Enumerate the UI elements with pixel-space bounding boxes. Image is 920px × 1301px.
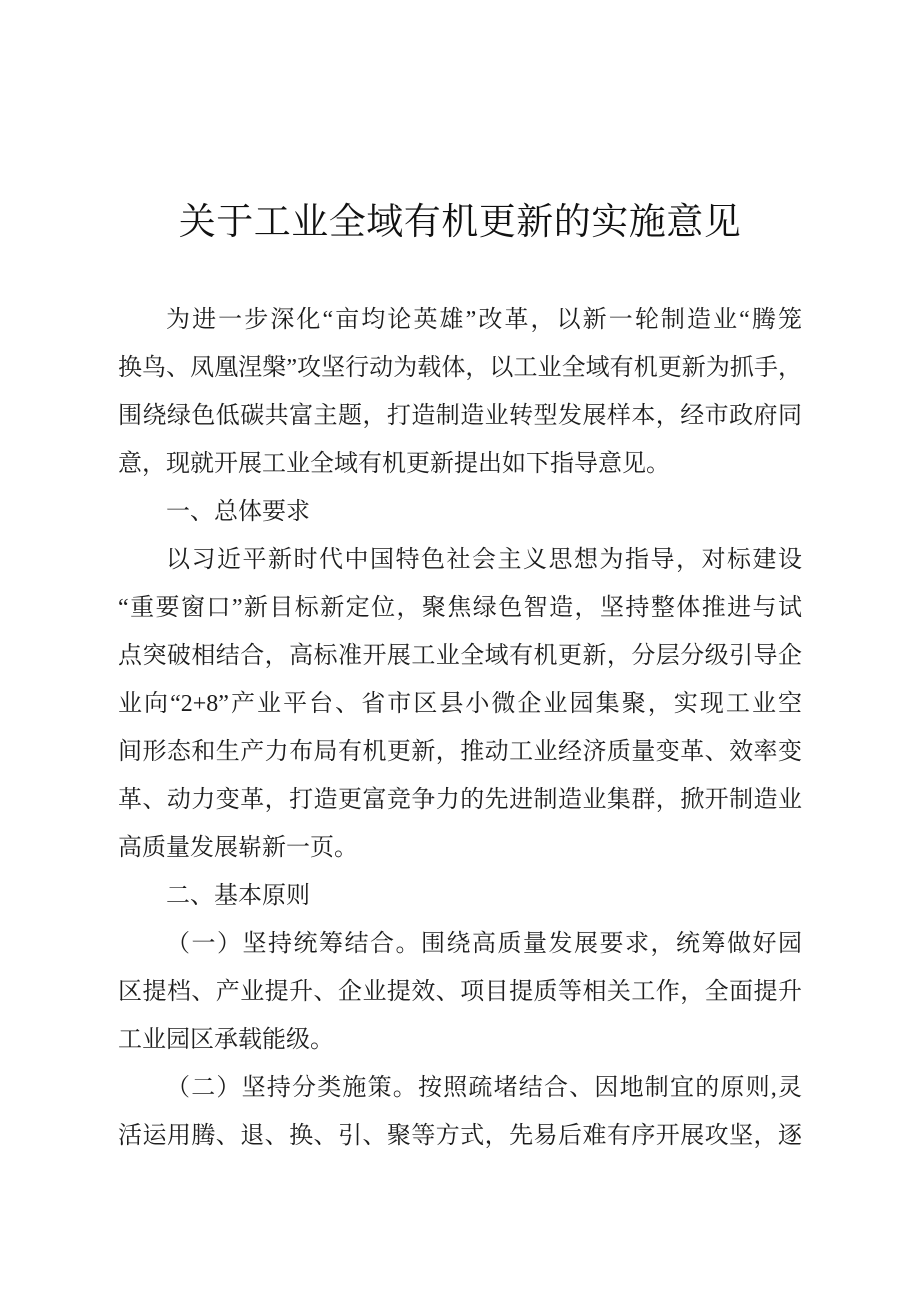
text-line: 以习近平新时代中国特色社会主义思想为指导，对标建设 [166,547,802,573]
text-line: 活运用腾、退、换、引、聚等方式，先易后难有序开展攻坚，逐 [118,1123,802,1149]
text-line: 意，现就开展工业全域有机更新提出如下指导意见。 [118,451,670,477]
text-line: “重要窗口”新目标新定位，聚焦绿色智造，坚持整体推进与试 [118,595,802,621]
text-line: 围绕绿色低碳共富主题，打造制造业转型发展样本，经市政府同 [118,403,802,429]
text-line: 间形态和生产力布局有机更新，推动工业经济质量变革、效率变 [118,739,802,765]
document-title: 关于工业全域有机更新的实施意见 [178,202,742,243]
paragraph [118,536,802,872]
text-line: 工业园区承载能级。 [118,1027,334,1053]
text-line: 区提档、产业提升、企业提效、项目提质等相关工作，全面提升 [118,979,802,1005]
text-line: （二）坚持分类施策。按照疏堵结合、因地制宜的原则,灵 [166,1075,802,1101]
text-line: 为进一步深化“亩均论英雄”改革，以新一轮制造业“腾笼 [166,307,802,333]
section-heading [118,872,802,920]
text-line: 二、基本原则 [166,883,310,909]
paragraph [118,1064,802,1160]
text-line: 一、总体要求 [166,499,310,525]
document-body [118,296,802,1160]
text-line: 革、动力变革，打造更富竞争力的先进制造业集群，掀开制造业 [118,787,802,813]
section-heading [118,488,802,536]
text-line: 点突破相结合，高标准开展工业全域有机更新，分层分级引导企 [118,643,802,669]
text-line: 换鸟、凤凰涅槃”攻坚行动为载体，以工业全域有机更新为抓手， [118,355,802,381]
text-line: 高质量发展崭新一页。 [118,835,358,861]
text-line: 业向“2+8”产业平台、省市区县小微企业园集聚，实现工业空 [118,691,802,717]
text-line: （一）坚持统筹结合。围绕高质量发展要求，统筹做好园 [166,931,802,957]
paragraph [118,920,802,1064]
paragraph [118,296,802,488]
